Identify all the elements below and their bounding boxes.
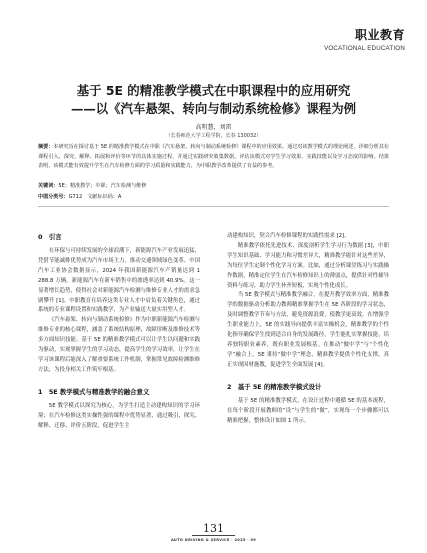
heading-section-2: 2 基于 5E 的精准教学模式设计 <box>227 382 322 391</box>
paragraph-continued: 动建构知识，契合汽车检修课程的实践性需求 [2]。 <box>227 233 350 239</box>
abstract-text: 本研究旨在探讨基于 5E 的精准教学模式在中职《汽车悬架、转向与制动系统检修》课程中的应用效果。通过对该教学模式的理论阐述，详细分析其在课程引入、探究、解释、拓展和评价等环节的具体实施过程，并通过实践研究收集数据。评估该模式对学生学习效果、实践技能以及学习态度的影响。结果表明，该模式能有效提升学生在汽车检修方面的学习质量和实践能力，为中职教学改革提供了有益的参考。 <box>38 144 389 170</box>
header-divider <box>38 206 389 207</box>
section-title-en: VOCATIONAL EDUCATION <box>324 45 405 52</box>
section-title-cn: 职业教育 <box>354 28 405 42</box>
article-title-line1: 基于 5E 的精准教学模式在中职课程中的应用研究 <box>76 83 351 98</box>
paragraph: 《汽车悬架、转向与制动系统检修》作为中职新能源汽车检测与维修专业的核心课程，涵盖了系统结构原理、故障诊断及维修技术等多方面知识技能。基于 5E 的精准教学模式可以让学生以问题和实践为驱动，实现掌握学生的学习动态，提高学生的学习效率，让学生在学习该课程后能深入了解重要系统工作机制，掌握常见故障检测维修方法，为投身相关工作筑牢根基。 <box>38 317 200 373</box>
right-column <box>227 232 389 426</box>
clc-text: G712 文献标识码：A <box>68 194 122 200</box>
clc-label: 中图分类号： <box>38 194 69 200</box>
keywords <box>38 182 389 189</box>
heading-introduction: 0 引言 <box>38 233 62 241</box>
left-column <box>38 232 200 432</box>
journal-footer: AUTO DRIVING & SERVICE · 2025 · 09 <box>170 538 257 542</box>
heading-section-1: 1 5E 教学模式与精准教学的融合意义 <box>38 387 150 396</box>
classification <box>38 193 389 200</box>
affiliation: （长春师范大学工程学院，长春 130032） <box>165 133 262 139</box>
section-header <box>324 26 405 52</box>
authors: 高明慧，刘雷 <box>195 124 232 131</box>
paragraph: 精准教学依托先进技术，深度剖析学生学习行为数据 [3]，中职学生知识基础、学习能力和习惯差异大，精准教学能针对这些差异，为每位学生定制个性化学习方案。比如，通过分析课堂练习与实践操作数据，精准定位学生在汽车检修知识上的薄弱点，提供针对性辅导资料与练习，助力学生补齐短板，实现个性化成长。 <box>227 242 389 289</box>
keywords-text: 5E；精准教学；中职；汽车检测与维修 <box>58 183 147 189</box>
footer-rule <box>192 535 235 536</box>
keywords-label: 关键词： <box>38 183 59 189</box>
page-number: 131 <box>203 522 224 535</box>
paragraph: 5E 教学模式以探究为核心，为学生打造主动建构知识的学习环境；在汽车检修这类实操性强的课程中优势显著，通过吸引、探究、解释、迁移、评价五阶段，促进学生主 <box>38 402 200 429</box>
article-title-line2: ——以《汽车悬架、转向与制动系统检修》课程为例 <box>71 101 356 116</box>
paragraph: 基于 5E 的精准教学模式，在设计过程中遵循 5E 的基本流程，在每个阶段开展教师的“设”与学生的“做”，实现每一个步骤都可以精准把握，整体设计如图 1 所示。 <box>227 397 389 424</box>
paragraph: 当 5E 教学模式与精准教学融合，在提升教学效率方面，精准教学的数据驱动分析助力教师精准掌握学生在 5E 各阶段的学习状态，及时调整教学节奏与方法，避免资源浪费，使教学更高效。在增强学生职业能力上，5E 的实践导向提供丰富实操机会，精准教学的个性化指导确保学生找到适合自身的发展路径，学生能扎实掌握技能，培养独特职业素养，既有职业发展根基。在推动“做中学”与“个性化学”融合上，5E 秉持“做中学”理念，精准教学提供个性化支撑，真正实现因材施教，促进学生全面发展 [4]。 <box>227 292 389 368</box>
paragraph: 在环保与可持续发展的全球浪潮下，新能源汽车产业发展迅猛，凭借节能减排优势成为汽车市场主力，推动交通领域绿色变革。中国汽车工业协会数据显示，2024 年我国新能源汽车产销量达到 1 288.8 万辆，新能源汽车在新车销售中的渗透率达到 40.9%。这一显著增长趋势，使得社会对新能源汽车检测与维修专业人才的需求急剧攀升 [1]。中职教育在培养这类专业人才中肩负着关键角色，通过系统的专业课程设置和实践教学，为产业输送大量实用型人才。 <box>38 248 200 314</box>
abstract-label: 摘要： <box>38 144 54 150</box>
abstract <box>38 143 389 172</box>
